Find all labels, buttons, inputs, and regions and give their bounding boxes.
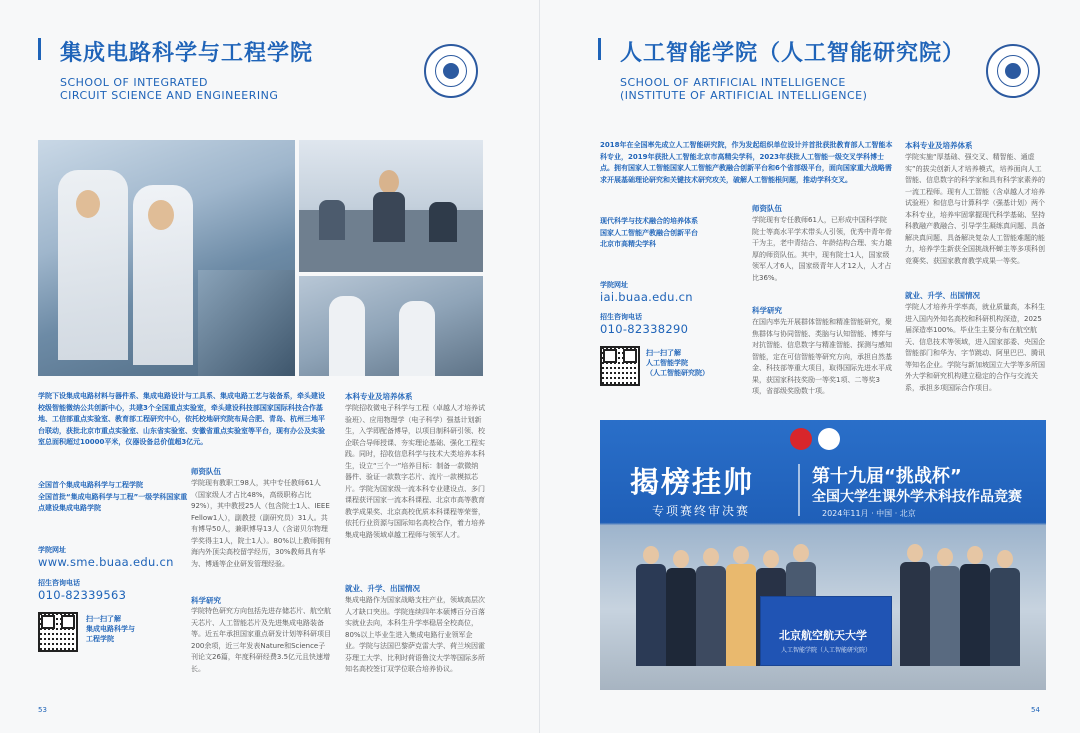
banner-competition-edition: 第十九届“挑战杯” — [812, 466, 962, 487]
school-title-cn: 人工智能学院（人工智能研究院） — [620, 41, 966, 66]
left-career-text: 集成电路作为国家战略支柱产业，领域高层次人才缺口突出。学院连续四年本硕博百分百落实就业去向，本科生升学率稳居全校高位，80%以上毕业生进入集成电路行业领军企业。学院与法国巴黎萨克雷大学、荷兰埃因霍芬理工大学、比利时荷语鲁汶大学等国际多所知名高校签订双学位联合培养协议。 — [345, 596, 485, 673]
left-website-label: 学院网址 — [38, 546, 66, 554]
school-title-en-line1: SCHOOL OF ARTIFICIAL INTELLIGENCE — [620, 76, 846, 89]
right-phone: 010-82338290 — [600, 322, 689, 336]
left-major-text: 学院招收微电子科学与工程（卓越人才培养试验班）、应用物理学（电子科学）强基计划新生，入学即配备博导，以项目制科研引领、校企联合导师授课、夯实理论基础、强化工程实践。同时，招收信息科学与技术大类培养本科生，设立“三个一”培养目标：制备一款微纳器件、验证一款数字芯片、流片一款模拟芯片。学院为国家级一流本科专业建设点、多门课程获评国家一流本科课程、北京市高等教育教学成果奖、北京高校优质本科课程等荣誉，依托行业资源与国际知名高校合作，着力培养集成电路领域卓越工程师与领军人才。 — [345, 404, 485, 539]
school-flag — [760, 596, 892, 666]
school-title-en-line2: (INSTITUTE OF ARTIFICIAL INTELLIGENCE) — [620, 89, 868, 102]
right-research-heading: 科学研究 — [752, 306, 782, 315]
school-seal-logo — [424, 44, 478, 98]
school-title-cn: 集成电路科学与工程学院 — [60, 41, 314, 66]
left-faculty-heading: 师资队伍 — [191, 467, 221, 476]
right-faculty-heading: 师资队伍 — [752, 204, 782, 213]
title-accent-bar — [38, 38, 41, 60]
right-website-label: 学院网址 — [600, 281, 628, 289]
flag-school-sub: 人工智能学院（人工智能研究院） — [781, 647, 872, 654]
banner-title: 揭榜挂帅 — [630, 465, 755, 499]
left-qr-caption: 扫一扫了解 集成电路科学与 工程学院 — [86, 615, 135, 643]
left-qr-code[interactable] — [38, 612, 78, 652]
school-title-en-line1: SCHOOL OF INTEGRATED — [60, 76, 209, 89]
right-page-number: 54 — [1031, 706, 1040, 714]
photo-lab-main — [38, 140, 295, 376]
left-page-number: 53 — [38, 706, 47, 714]
left-intro-text: 学院下设集成电路材料与器件系、集成电路设计与工具系、集成电路工艺与装备系，牵头建设校级智能微纳公共创新中心，共建3个全国重点实验室，牵头建设科技部国家国际科技合作基地、工信部重点实验室、教育部工程研究中心，依托校地研究院布局合肥、青岛、杭州三地平台联动，获批北京市重点实验室、山东省实验室、安徽省重点实验室等平台，现有办公及实验室总面积超过10000平米，仪器设备总价值超3亿元。 — [38, 392, 325, 446]
left-honors: 全国首个集成电路科学与工程学院 全国首批“集成电路科学与工程”一级学科国家重点建设集成电路学院 — [38, 481, 188, 512]
left-research-text: 学院特色研究方向包括先进存储芯片、航空航天芯片、人工智能芯片及先进集成电路装备等。近五年承担国家重点研发计划等科研项目200余项，近三年发表Nature和Science子刊论文26篇，年度科研经费3.5亿元且快速增长。 — [191, 607, 331, 673]
left-phone: 010-82339563 — [38, 588, 127, 602]
banner-date: 2024年11月 · 中国 · 北京 — [822, 509, 916, 518]
right-intro-text: 2018年在全国率先成立人工智能研究院，作为发起组织单位设计并首批获批教育部人工智能本科专业，2019年获批人工智能北京市高精尖学科，2023年获批人工智能一级交叉学科博士点。拥有国家人工智能国家人工智能产教融合创新平台和6个省部级平台，面向国家重大战略需求开展基础理论研究和关键技术研究攻关，破解人工智能根问题，推动学科交叉。 — [600, 141, 893, 184]
right-qr-caption: 扫一扫了解 人工智能学院 （人工智能研究院） — [646, 349, 709, 377]
banner-subtitle: 专项赛终审决赛 — [652, 504, 751, 518]
right-honors: 现代科学与技术融合的培养体系 国家人工智能产教融合创新平台 北京市高精尖学科 — [600, 217, 698, 248]
right-major-heading: 本科专业及培养体系 — [905, 141, 973, 150]
flag-school-name: 北京航空航天大学 — [779, 629, 867, 642]
right-qr-code[interactable] — [600, 346, 640, 386]
right-major-text: 学院实施“厚基础、强交叉、精智能、通虚实”的拔尖创新人才培养模式，培养面向人工智能、信息数字的科学家和具有科学家素养的一流工程师。现有人工智能（含卓越人才培养试验班）和信息与计算科学（强基计划）两个本科专业，培养牢固掌握现代科学基础、坚持科教融产教融合、引导学生凝练真问题、具备解决真问题、具备解决复杂人工智能难题的能力，培养学生新获全国挑战杯蝉主等多项科创竞赛奖、获国家教育教学成果一等奖。 — [905, 153, 1045, 265]
school-title-en-line2: CIRCUIT SCIENCE AND ENGINEERING — [60, 89, 279, 102]
right-career-text: 学院人才培养升学率高，就业质量高，本科生进入国内外知名高校和科研机构深造，2025届深造率100%。毕业生主要分布在航空航天、信息技术等领域，进入国家部委、央国企智能部门和华为、字节跳动、阿里巴巴、腾讯等知名企业。学院与新加坡国立大学等多所国外大学和研究机构建立稳定的合作与交流关系，承担多项国际合作项目。 — [905, 303, 1045, 392]
left-major-heading: 本科专业及培养体系 — [345, 392, 413, 401]
right-website-link[interactable]: iai.buaa.edu.cn — [600, 290, 693, 304]
photo-seminar — [299, 140, 483, 272]
right-phone-label: 招生咨询电话 — [600, 313, 642, 321]
photo-cleanroom — [299, 276, 483, 376]
banner-competition-name: 全国大学生课外学术科技作品竞赛 — [812, 489, 1022, 505]
left-phone-label: 招生咨询电话 — [38, 579, 80, 587]
photo-challenge-cup — [600, 420, 1046, 690]
left-career-heading: 就业、升学、出国情况 — [345, 584, 420, 593]
right-page — [540, 0, 1080, 733]
left-faculty-text: 学院现有教职工98人，其中专任教师61人（国家级人才占比48%，高级职称占比92%），其中教授25人（包含院士1人、IEEE Fellow1人），副教授（副研究员）31人。共有博导50人，兼职博导13人（含诺贝尔物理学奖得主1人，院士1人）。80%以上教师拥有海内外顶尖高校留学经历，30%教师具有华为、博通等企业研发管理经验。 — [191, 479, 331, 568]
right-career-heading: 就业、升学、出国情况 — [905, 291, 980, 300]
right-research-text: 在国内率先开展群体智能和精准智能研究，聚焦群体与协同智能、类脑与认知智能、博弈与对抗智能、信息数字与精准智能、探测与感知智能，定在可信智能等研究方向，承担自然基金、科技部等重大项目，取得国际先进水平成果，获国家科技奖励一等奖1项、二等奖3项，省部级奖励数十项。 — [752, 318, 892, 395]
right-faculty-text: 学院现有专任教师61人，已形成中国科学院院士等高水平学术带头人引领，优秀中青年骨干为主，老中青结合、年龄结构合理、实力雄厚的师资队伍。其中，现有院士1人，国家级领军人才6人，国家级青年人才12人，人才占比36%。 — [752, 216, 892, 282]
school-seal-logo — [986, 44, 1040, 98]
left-research-heading: 科学研究 — [191, 596, 221, 605]
left-website-link[interactable]: www.sme.buaa.edu.cn — [38, 555, 174, 569]
title-accent-bar — [598, 38, 601, 60]
